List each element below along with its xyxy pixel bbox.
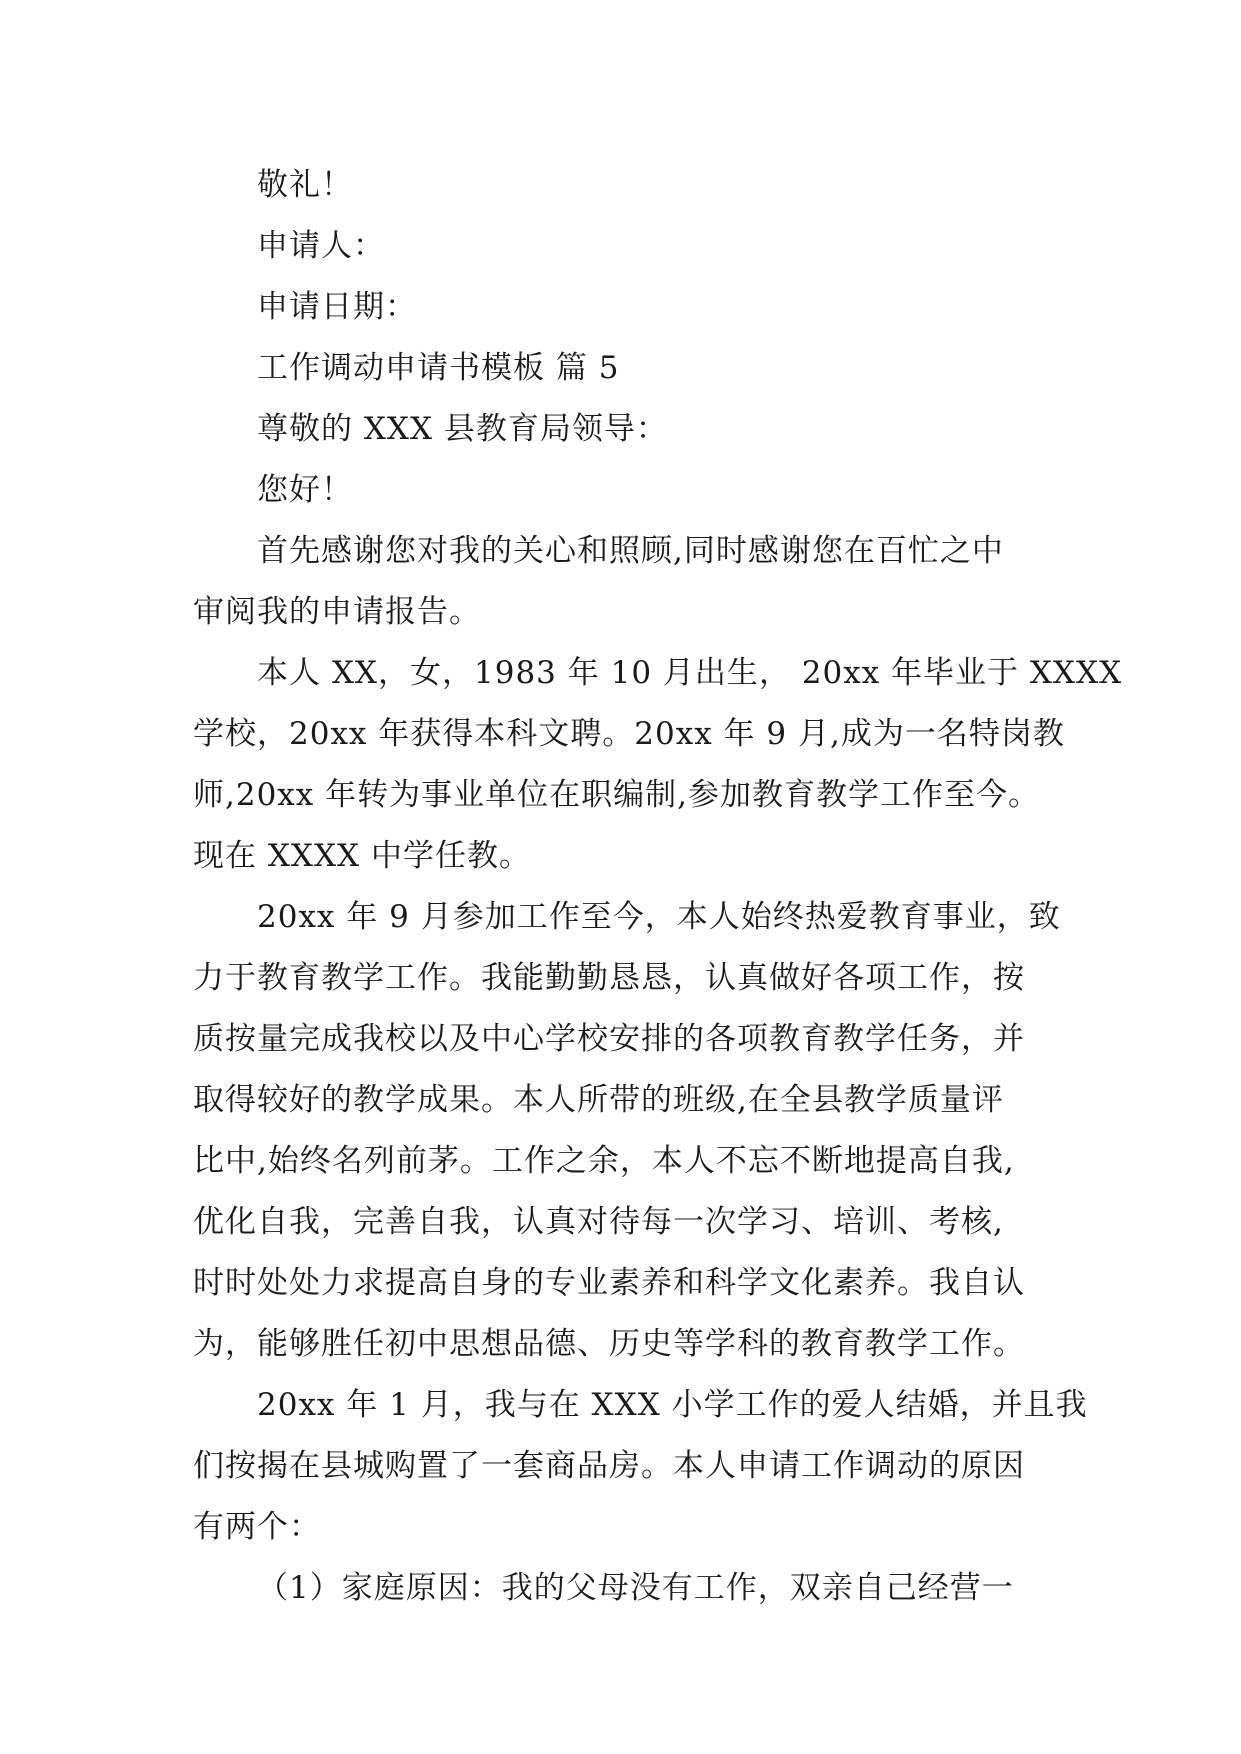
paragraph-line: 首先感谢您对我的关心和照顾,同时感谢您在百忙之中: [257, 533, 1004, 569]
paragraph-line: 比中,始终名列前茅。工作之余，本人不忘不断地提高自我,: [193, 1143, 1015, 1179]
paragraph-line: 力于教育教学工作。我能勤勤恳恳，认真做好各项工作，按: [193, 960, 1025, 996]
section-heading: 工作调动申请书模板 篇 5: [257, 350, 620, 386]
hello-line: 您好！: [257, 472, 353, 508]
paragraph-line: 质按量完成我校以及中心学校安排的各项教育教学任务，并: [193, 1021, 1025, 1057]
paragraph-line: 优化自我，完善自我，认真对待每一次学习、培训、考核,: [193, 1204, 1004, 1240]
recipient-greeting: 尊敬的 XXX 县教育局领导：: [257, 411, 668, 447]
paragraph-line: 20xx 年 9 月参加工作至今，本人始终热爱教育事业，致: [257, 899, 1061, 935]
applicant-label: 申请人：: [257, 228, 385, 264]
paragraph-line: 师,20xx 年转为事业单位在职编制,参加教育教学工作至今。: [193, 777, 1040, 813]
paragraph-line: 取得较好的教学成果。本人所带的班级,在全县教学质量评: [193, 1082, 1004, 1118]
closing-salutation: 敬礼！: [257, 167, 353, 203]
document-body: [193, 155, 1123, 1619]
paragraph-line: 20xx 年 1 月，我与在 XXX 小学工作的爱人结婚，并且我: [257, 1387, 1088, 1423]
paragraph-line: 有两个：: [193, 1509, 321, 1545]
paragraph-line: 们按揭在县城购置了一套商品房。本人申请工作调动的原因: [193, 1448, 1025, 1484]
paragraph-line: 现在 XXXX 中学任教。: [193, 838, 531, 874]
paragraph-line: 本人 XX，女，1983 年 10 月出生， 20xx 年毕业于 XXXX: [257, 655, 1123, 691]
paragraph-line: 为，能够胜任初中思想品德、历史等学科的教育教学工作。: [193, 1326, 1025, 1362]
paragraph-line: 时时处处力求提高自身的专业素养和科学文化素养。我自认: [193, 1265, 1025, 1301]
application-date-label: 申请日期：: [257, 289, 417, 325]
paragraph-line: （1）家庭原因：我的父母没有工作，双亲自己经营一: [257, 1570, 1014, 1606]
paragraph-line: 审阅我的申请报告。: [193, 594, 481, 630]
paragraph-line: 学校，20xx 年获得本科文聘。20xx 年 9 月,成为一名特岗教: [193, 716, 1065, 752]
